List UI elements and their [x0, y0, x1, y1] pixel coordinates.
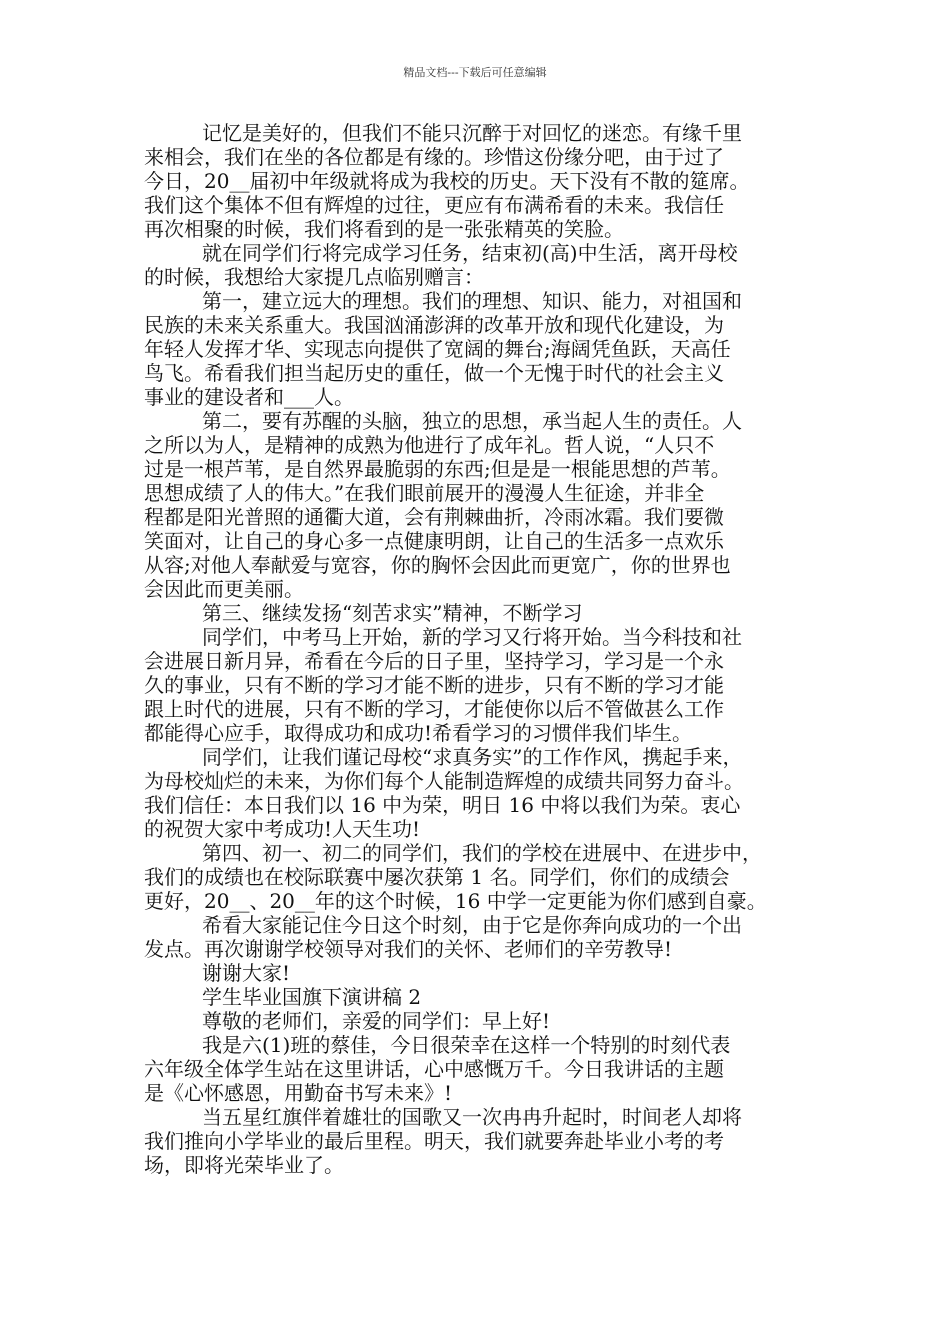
text-line: 笑面对，让自己的身心多一点健康明朗，让自己的生活多一点欢乐 — [144, 529, 724, 553]
text-line: 民族的未来关系重大。我国汹涌澎湃的改革开放和现代化建设，为 — [144, 313, 724, 337]
text-line: 我们信任：本日我们以 16 中为荣，明日 16 中将以我们为荣。衷心 — [144, 793, 741, 817]
text-line: 同学们，让我们谨记母校“求真务实”的工作作风，携起手来， — [202, 745, 743, 769]
text-line: 更好，20__、20__年的这个时候，16 中学一定更能为你们感到自豪。 — [144, 889, 767, 913]
text-line: 尊敬的老师们，亲爱的同学们：早上好! — [202, 1009, 551, 1033]
text-line: 都能得心应手，取得成功和成功!希看学习的习惯伴我们毕生。 — [144, 721, 693, 745]
text-line: 当五星红旗伴着雄壮的国歌又一次冉冉升起时，时间老人却将 — [202, 1105, 742, 1129]
text-line: 之所以为人，是精神的成熟为他进行了成年礼。哲人说，“人只不 — [144, 433, 715, 457]
page-header: 精品文档---下载后可任意编辑 — [403, 66, 547, 79]
text-line: 第四、初一、初二的同学们，我们的学校在进展中、在进步中， — [202, 841, 762, 865]
text-line: 第二，要有苏醒的头脑，独立的思想，承当起人生的责任。人 — [202, 409, 742, 433]
text-line: 希看大家能记住今日这个时刻，由于它是你奔向成功的一个出 — [202, 913, 742, 937]
text-line: 学生毕业国旗下演讲稿 2 — [202, 985, 422, 1009]
document-body — [144, 121, 819, 1177]
text-line: 第一，建立远大的理想。我们的理想、知识、能力，对祖国和 — [202, 289, 742, 313]
text-line: 思想成绩了人的伟大。”在我们眼前展开的漫漫人生征途，并非全 — [144, 481, 705, 505]
text-line: 就在同学们行将完成学习任务，结束初(高)中生活，离开母校 — [202, 241, 738, 265]
text-line: 我们推向小学毕业的最后里程。明天，我们就要奔赴毕业小考的考 — [144, 1129, 724, 1153]
text-line: 我是六(1)班的蔡佳，今日很荣幸在这样一个特别的时刻代表 — [202, 1033, 731, 1057]
text-line: 会进展日新月异，希看在今后的日子里，坚持学习，学习是一个永 — [144, 649, 724, 673]
text-line: 我们的成绩也在校际联赛中屡次获第 1 名。同学们，你们的成绩会 — [144, 865, 730, 889]
text-line: 场，即将光荣毕业了。 — [144, 1153, 344, 1177]
text-line: 的祝贺大家中考成功!人天生功! — [144, 817, 421, 841]
text-line: 会因此而更美丽。 — [144, 577, 304, 601]
text-line: 事业的建设者和___人。 — [144, 385, 354, 409]
text-line: 程都是阳光普照的通衢大道，会有荆棘曲折，冷雨冰霜。我们要微 — [144, 505, 724, 529]
text-line: 我们这个集体不但有辉煌的过往，更应有布满希看的未来。我信任 — [144, 193, 724, 217]
text-line: 鸟飞。希看我们担当起历史的重任，做一个无愧于时代的社会主义 — [144, 361, 724, 385]
text-line: 同学们，中考马上开始，新的学习又行将开始。当今科技和社 — [202, 625, 742, 649]
text-line: 来相会，我们在坐的各位都是有缘的。珍惜这份缘分吧，由于过了 — [144, 145, 724, 169]
text-line: 是《心怀感恩，用勤奋书写未来》! — [144, 1081, 453, 1105]
text-line: 跟上时代的进展，只有不断的学习，才能使你以后不管做甚么工作 — [144, 697, 724, 721]
text-line: 的时候，我想给大家提几点临别赠言： — [144, 265, 484, 289]
text-line: 发点。再次谢谢学校领导对我们的关怀、老师们的辛劳教导! — [144, 937, 673, 961]
text-line: 年轻人发挥才华、实现志向提供了宽阔的舞台;海阔凭鱼跃，天高任 — [144, 337, 731, 361]
text-line: 从容;对他人奉献爱与宽容，你的胸怀会因此而更宽广，你的世界也 — [144, 553, 731, 577]
text-line: 为母校灿烂的未来，为你们每个人能制造辉煌的成绩共同努力奋斗。 — [144, 769, 744, 793]
text-line: 再次相聚的时候，我们将看到的是一张张精英的笑脸。 — [144, 217, 624, 241]
text-line: 六年级全体学生站在这里讲话，心中感慨万千。今日我讲话的主题 — [144, 1057, 724, 1081]
text-line: 第三、继续发扬“刻苦求实”精神，不断学习 — [202, 601, 583, 625]
text-line: 记忆是美好的，但我们不能只沉醉于对回忆的迷恋。有缘千里 — [202, 121, 742, 145]
text-line: 过是一根芦苇，是自然界最脆弱的东西;但是是一根能思想的芦苇。 — [144, 457, 731, 481]
text-line: 今日，20__届初中年级就将成为我校的历史。天下没有不散的筵席。 — [144, 169, 750, 193]
text-line: 久的事业，只有不断的学习才能不断的进步，只有不断的学习才能 — [144, 673, 724, 697]
text-line: 谢谢大家! — [202, 961, 291, 985]
